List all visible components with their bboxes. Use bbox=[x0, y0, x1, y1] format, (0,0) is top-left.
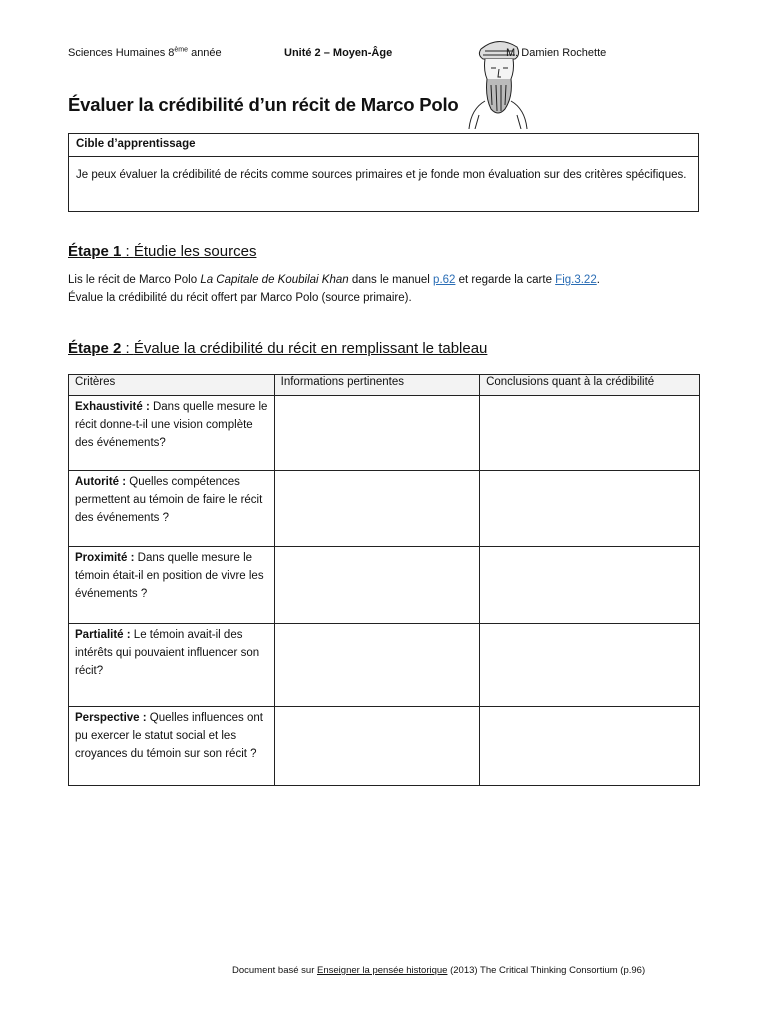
criteria-table bbox=[68, 374, 700, 786]
conclusion-cell[interactable] bbox=[480, 547, 700, 624]
step1-line2: Évalue la crédibilité du récit offert par Marco Polo (source primaire). bbox=[68, 292, 412, 304]
column-header-conclusions: Conclusions quant à la crédibilité bbox=[480, 375, 700, 396]
information-cell[interactable] bbox=[274, 707, 479, 786]
criterion-cell: Exhaustivité : Dans quelle mesure le récit donne-t-il une vision complète des événements? bbox=[69, 396, 275, 471]
step1-instructions bbox=[68, 271, 600, 307]
table-row bbox=[69, 707, 700, 786]
source-footer: Document basé sur Enseigner la pensée historique (2013) The Critical Thinking Consortium (p.96) bbox=[232, 965, 646, 976]
criterion-cell: Partialité : Le témoin avait-il des intérêts qui pouvaient influencer son récit? bbox=[69, 624, 275, 707]
unit-label: Unité 2 – Moyen-Âge bbox=[284, 47, 393, 59]
table-row bbox=[69, 396, 700, 471]
conclusion-cell[interactable] bbox=[480, 624, 700, 707]
page-title: Évaluer la crédibilité d’un récit de Marco Polo bbox=[68, 94, 459, 115]
information-cell[interactable] bbox=[274, 547, 479, 624]
learning-target-box bbox=[68, 133, 699, 212]
table-row bbox=[69, 624, 700, 707]
table-header-row bbox=[69, 375, 700, 396]
learning-target-text: Je peux évaluer la crédibilité de récits comme sources primaires et je fonde mon évaluation sur des critères spécifiques. bbox=[76, 169, 687, 181]
information-cell[interactable] bbox=[274, 624, 479, 707]
conclusion-cell[interactable] bbox=[480, 396, 700, 471]
criterion-cell: Autorité : Quelles compétences permettent au témoin de faire le récit des événements ? bbox=[69, 471, 275, 547]
table-row bbox=[69, 471, 700, 547]
course-label: Sciences Humaines 8ème année bbox=[68, 46, 222, 59]
step1-line1: Lis le récit de Marco Polo La Capitale de Koubilai Khan dans le manuel p.62 et regarde la carte Fig.3.22. bbox=[68, 274, 600, 286]
information-cell[interactable] bbox=[274, 471, 479, 547]
criterion-cell: Proximité : Dans quelle mesure le témoin était-il en position de vivre les événements ? bbox=[69, 547, 275, 624]
figure-link[interactable]: Fig.3.22 bbox=[555, 274, 597, 286]
column-header-criteria: Critères bbox=[69, 375, 275, 396]
information-cell[interactable] bbox=[274, 396, 479, 471]
table-row bbox=[69, 547, 700, 624]
learning-target-heading: Cible d’apprentissage bbox=[69, 134, 698, 157]
teacher-name: M. Damien Rochette bbox=[506, 47, 607, 59]
conclusion-cell[interactable] bbox=[480, 707, 700, 786]
step2-heading: Étape 2 : Évalue la crédibilité du récit en remplissant le tableau bbox=[68, 340, 488, 357]
step1-heading: Étape 1 : Étudie les sources bbox=[68, 243, 257, 260]
conclusion-cell[interactable] bbox=[480, 471, 700, 547]
page-link[interactable]: p.62 bbox=[433, 274, 456, 286]
source-book-title: Enseigner la pensée historique bbox=[317, 965, 448, 976]
criterion-cell: Perspective : Quelles influences ont pu exercer le statut social et les croyances du témoin sur son récit ? bbox=[69, 707, 275, 786]
column-header-information: Informations pertinentes bbox=[274, 375, 479, 396]
